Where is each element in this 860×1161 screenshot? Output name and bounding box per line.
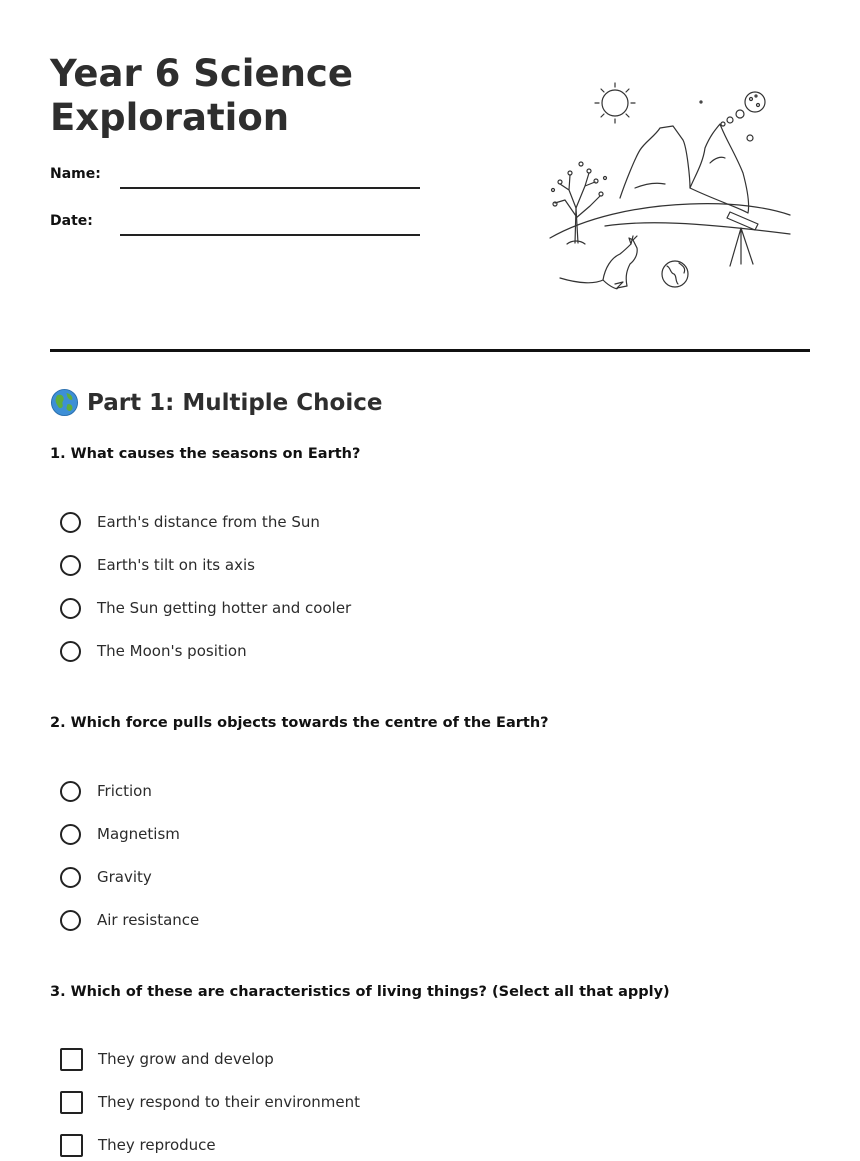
- kangaroo-icon: [560, 236, 637, 289]
- mountain-icon: [620, 124, 749, 213]
- checkbox[interactable]: [60, 1134, 83, 1157]
- question-1: 1. What causes the seasons on Earth?: [50, 446, 361, 462]
- section-heading-text: Part 1: Multiple Choice: [87, 389, 383, 416]
- radio-button[interactable]: [60, 867, 81, 888]
- telescope-icon: [727, 212, 758, 266]
- date-label: Date:: [50, 213, 93, 229]
- radio-button[interactable]: [60, 598, 81, 619]
- question-1-option-3[interactable]: [60, 595, 351, 621]
- option-label: Gravity: [97, 868, 152, 886]
- option-label: They grow and develop: [98, 1050, 274, 1068]
- question-1-option-4[interactable]: [60, 638, 247, 664]
- option-label: They reproduce: [98, 1136, 216, 1154]
- option-label: They respond to their environment: [98, 1093, 360, 1111]
- section-heading: [50, 388, 382, 417]
- question-2-option-4[interactable]: [60, 907, 199, 933]
- question-2-option-1[interactable]: [60, 778, 152, 804]
- globe-icon: [50, 388, 79, 417]
- section-divider: [50, 349, 810, 352]
- moon-icon: [700, 92, 765, 141]
- question-3-option-2[interactable]: [60, 1089, 360, 1115]
- radio-button[interactable]: [60, 555, 81, 576]
- option-label: The Moon's position: [97, 642, 247, 660]
- radio-button[interactable]: [60, 641, 81, 662]
- question-2-option-3[interactable]: [60, 864, 152, 890]
- option-label: Friction: [97, 782, 152, 800]
- question-2: 2. Which force pulls objects towards the centre of the Earth?: [50, 715, 549, 731]
- radio-button[interactable]: [60, 512, 81, 533]
- radio-button[interactable]: [60, 781, 81, 802]
- option-label: Air resistance: [97, 911, 200, 929]
- worksheet-title: Year 6 Science Exploration: [50, 52, 353, 139]
- date-field[interactable]: [120, 234, 420, 236]
- option-label: Earth's tilt on its axis: [97, 556, 255, 574]
- question-1-option-1[interactable]: [60, 509, 320, 535]
- radio-button[interactable]: [60, 824, 81, 845]
- question-3: 3. Which of these are characteristics of living things? (Select all that apply): [50, 984, 670, 1000]
- tree-icon: [552, 162, 607, 244]
- checkbox[interactable]: [60, 1048, 83, 1071]
- option-label: Magnetism: [97, 825, 180, 843]
- globe-icon: [662, 261, 688, 287]
- name-label: Name:: [50, 166, 101, 182]
- checkbox[interactable]: [60, 1091, 83, 1114]
- radio-button[interactable]: [60, 910, 81, 931]
- option-label: The Sun getting hotter and cooler: [97, 599, 352, 617]
- question-1-option-2[interactable]: [60, 552, 255, 578]
- question-3-option-1[interactable]: [60, 1046, 274, 1072]
- question-2-option-2[interactable]: [60, 821, 180, 847]
- question-3-option-3[interactable]: [60, 1132, 216, 1158]
- option-label: Earth's distance from the Sun: [97, 513, 320, 531]
- name-field[interactable]: [120, 187, 420, 189]
- science-illustration: [545, 78, 795, 298]
- sun-icon: [595, 83, 635, 123]
